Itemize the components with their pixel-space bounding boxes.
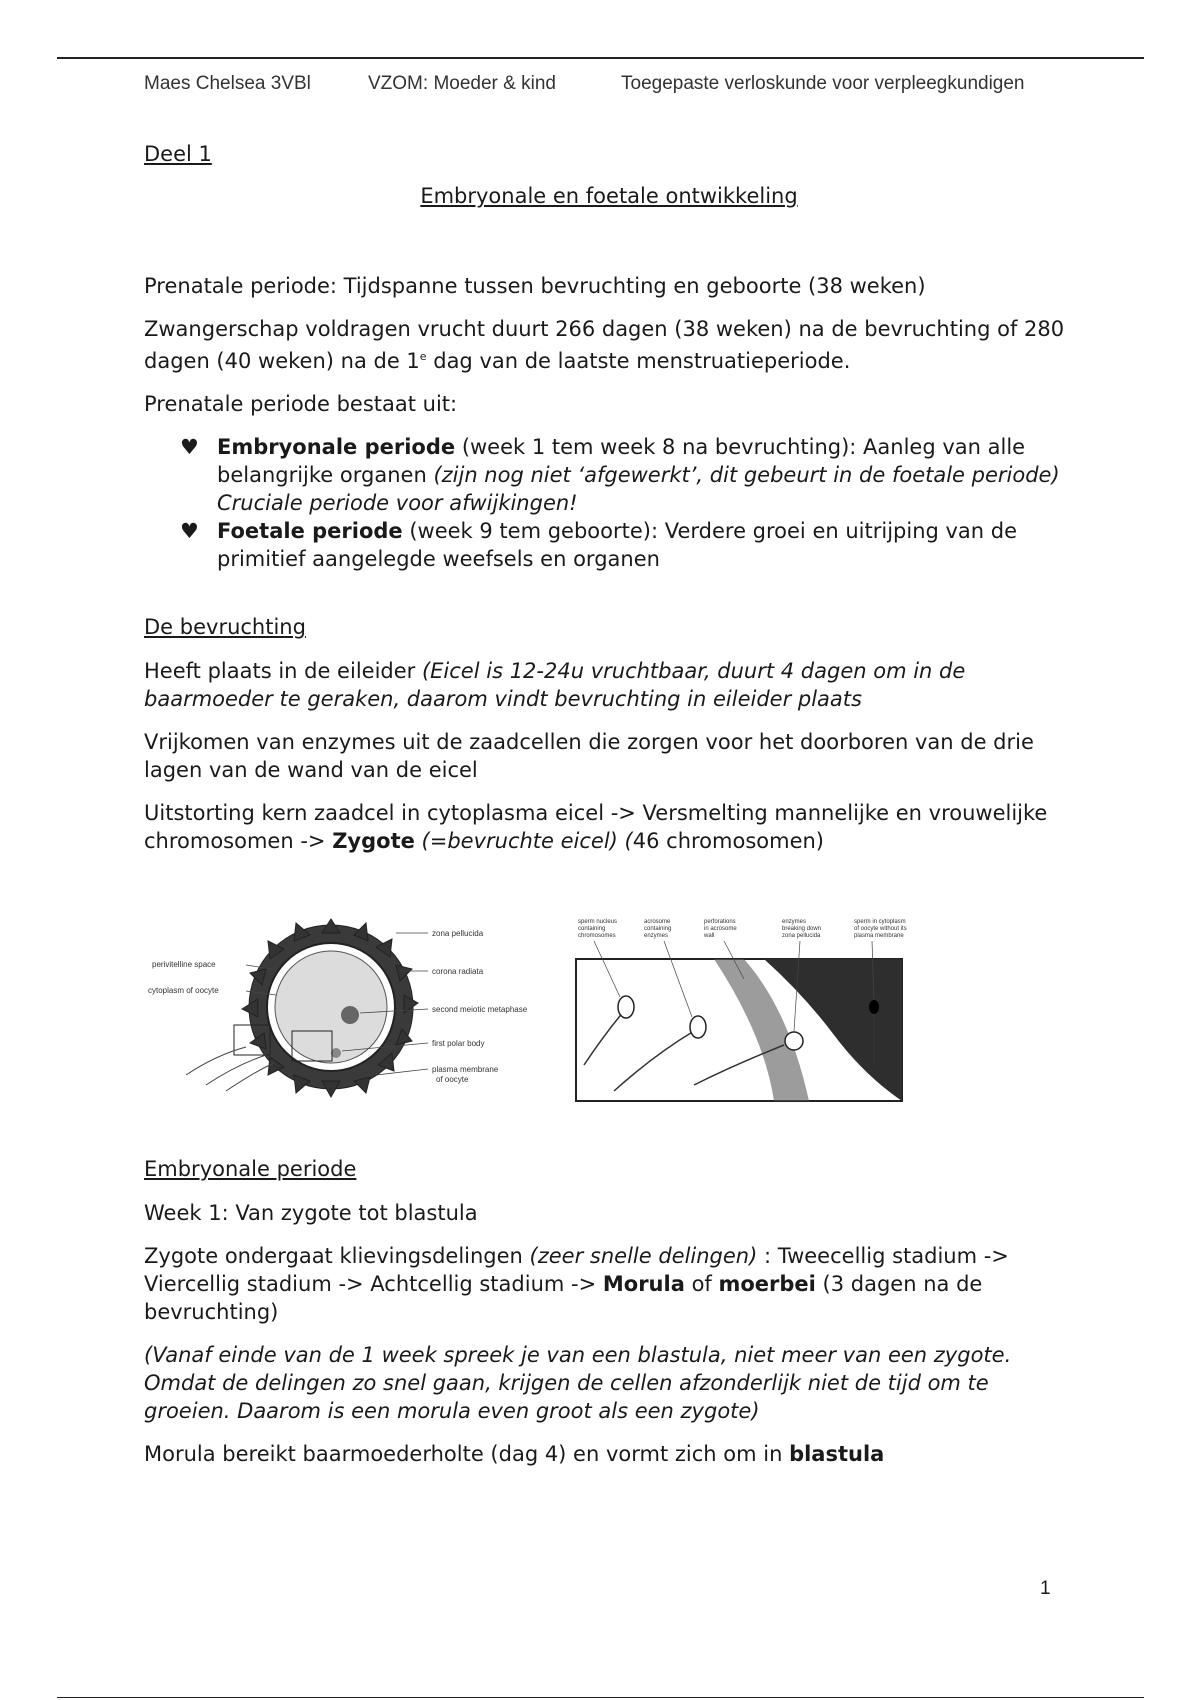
svg-text:of oocyte without its: of oocyte without its	[854, 926, 907, 932]
svg-text:containing: containing	[578, 926, 606, 932]
list-item: ♥ Foetale periode (week 9 tem geboorte): Verdere groei en uitrijping van de primitief aangelegde weefsels en organen	[180, 519, 1018, 571]
svg-text:sperm nucleus: sperm nucleus	[578, 919, 618, 925]
intro-paragraph-2: Zwangerschap voldragen vrucht duurt 266 dagen (38 weken) na de bevruchting of 280 dagen (40 weken) na de 1e dag van de laatste menstruatieperiode.	[144, 317, 1065, 373]
embryonale-paragraph-2: (Vanaf einde van de 1 week spreek je van een blastula, niet meer van een zygote. Omdat de delingen zo snel gaan, krijgen de cellen afzonderlijk niet de tijd om te groeien. Daarom is een morula even groot als een zygote)	[144, 1343, 1012, 1423]
footer-rule	[57, 1697, 1144, 1698]
intro-paragraph-3: Prenatale periode bestaat uit:	[144, 392, 458, 416]
figure-label: perivitelline space	[152, 960, 216, 969]
svg-text:chromosomes: chromosomes	[578, 933, 616, 939]
svg-text:perforations: perforations	[704, 919, 736, 925]
bevruchting-paragraph-3: Uitstorting kern zaadcel in cytoplasma eicel -> Versmelting mannelijke en vrouwelijke chromosomen -> Zygote (=bevruchte eicel) (46 chromosomen)	[144, 801, 1048, 853]
figure-label: corona radiata	[432, 967, 484, 976]
figure-label: plasma membrane	[432, 1065, 499, 1074]
figure-label: of oocyte	[436, 1075, 469, 1084]
meiotic-spindle	[341, 1006, 359, 1024]
heart-bullet-icon: ♥	[180, 519, 199, 543]
figure-label: second meiotic metaphase	[432, 1005, 528, 1014]
list-item: ♥ Embryonale periode (week 1 tem week 8 na bevruchting): Aanleg van alle belangrijke organen (zijn nog niet ‘afgewerkt’, dit gebeurt in de foetale periode) Cruciale periode voor afwijkingen!	[180, 435, 1060, 515]
svg-text:enzymes: enzymes	[644, 933, 669, 939]
svg-text:in acrosome: in acrosome	[704, 926, 737, 932]
page-header	[144, 73, 1074, 99]
svg-text:breaking down: breaking down	[782, 926, 822, 932]
page-number: 1	[1040, 1578, 1051, 1599]
section-heading-bevruchting: De bevruchting	[144, 615, 306, 639]
intro-paragraph-1: Prenatale periode: Tijdspanne tussen bevruchting en geboorte (38 weken)	[144, 274, 926, 298]
header-course: VZOM: Moeder & kind	[368, 73, 556, 94]
svg-text:containing: containing	[644, 926, 672, 932]
period-list	[144, 433, 1074, 573]
document-body	[144, 140, 1074, 1483]
oocyte-illustration	[146, 915, 566, 1105]
part-heading: Deel 1	[144, 142, 212, 166]
header-subject: Toegepaste verloskunde voor verpleegkundigen	[621, 73, 1025, 94]
fertilization-figures	[144, 915, 1074, 1105]
embryonale-paragraph-3: Morula bereikt baarmoederholte (dag 4) en vormt zich om in blastula	[144, 1442, 885, 1466]
svg-text:wall: wall	[704, 933, 715, 939]
svg-text:enzymes: enzymes	[782, 919, 807, 925]
heart-bullet-icon: ♥	[180, 435, 199, 459]
bevruchting-paragraph-1: Heeft plaats in de eileider (Eicel is 12-24u vruchtbaar, duurt 4 dagen om in de baarmoeder te geraken, daarom vindt bevruchting in eileider plaats	[144, 659, 966, 711]
svg-text:plasma membrane: plasma membrane	[854, 933, 904, 939]
bevruchting-paragraph-2: Vrijkomen van enzymes uit de zaadcellen die zorgen voor het doorboren van de drie lagen van de wand van de eicel	[144, 730, 1034, 782]
figure-label: zona pellucida	[432, 929, 484, 938]
svg-text:acrosome: acrosome	[644, 919, 671, 925]
header-author: Maes Chelsea 3VBl	[144, 73, 311, 94]
figure-label: cytoplasm of oocyte	[148, 986, 219, 995]
figure-label: first polar body	[432, 1039, 485, 1048]
header-rule	[57, 57, 1144, 59]
svg-text:sperm in cytoplasm: sperm in cytoplasm	[854, 919, 906, 925]
sperm-penetration-illustration	[574, 915, 924, 1105]
svg-text:zona pellucida: zona pellucida	[782, 933, 821, 939]
week1-heading: Week 1: Van zygote tot blastula	[144, 1201, 478, 1225]
document-title: Embryonale en foetale ontwikkeling	[420, 184, 798, 208]
section-heading-embryonale: Embryonale periode	[144, 1157, 357, 1181]
embryonale-paragraph-1: Zygote ondergaat klievingsdelingen (zeer snelle delingen) : Tweecellig stadium -> Viercellig stadium -> Achtcellig stadium -> Morula of moerbei (3 dagen na de bevruchting)	[144, 1244, 1009, 1324]
